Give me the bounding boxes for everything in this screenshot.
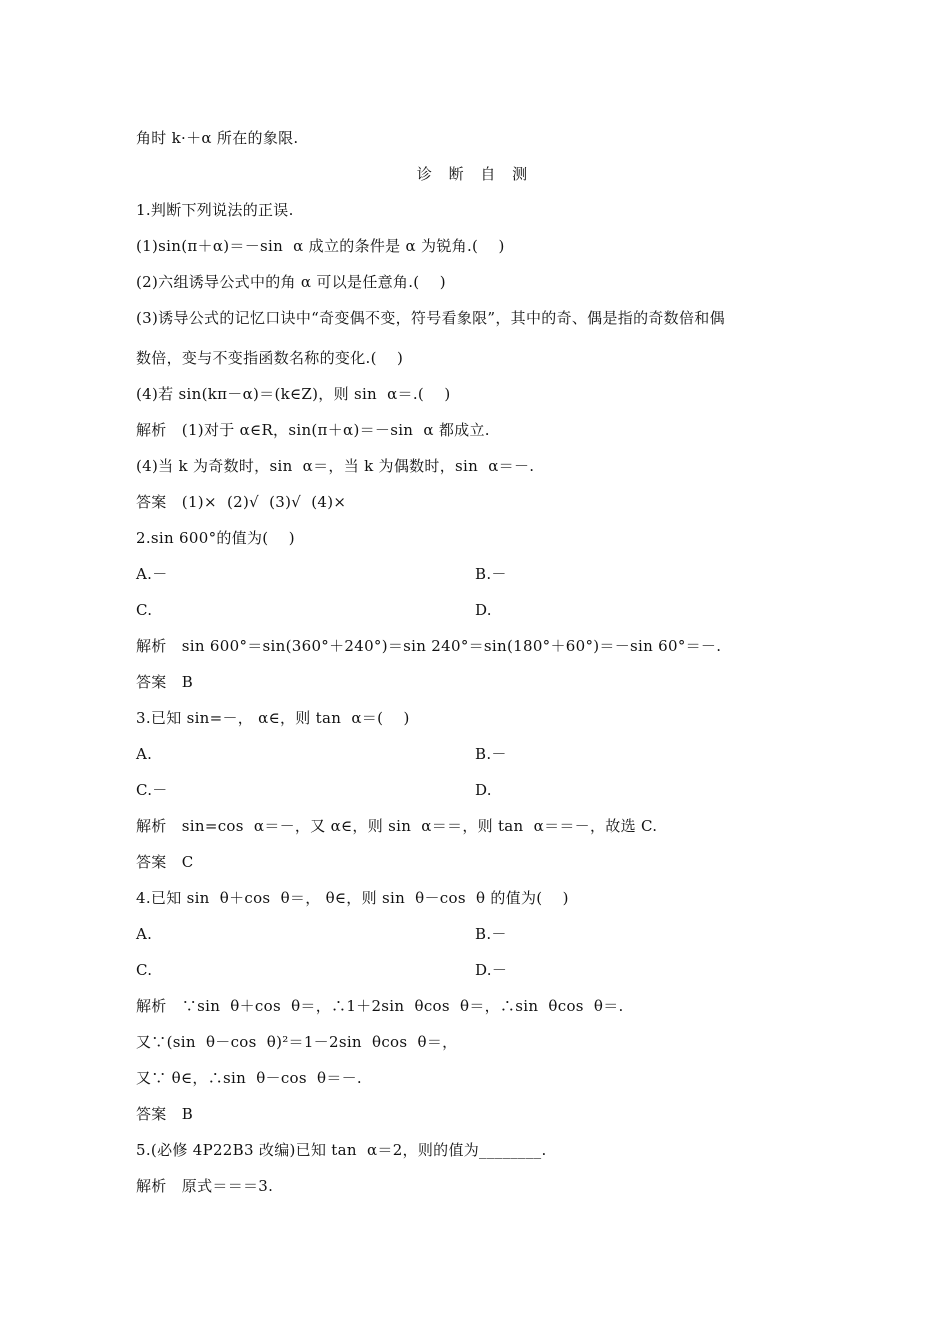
- question-1-item-3-cont: 数倍，变与不变指函数名称的变化.( ): [136, 349, 404, 367]
- analysis-line: 解析 ∵sin θ＋cos θ＝，∴1＋2sin θcos θ＝，∴sin θcos θ＝.: [136, 997, 624, 1015]
- option-d: D.－: [475, 961, 508, 979]
- option-d: D.: [475, 601, 492, 619]
- question-3-stem: 3.已知 sin=－， α∈，则 tan α＝( ): [136, 709, 410, 727]
- text-line: 角时 k·＋α 所在的象限.: [136, 129, 299, 147]
- analysis-line: 解析 sin 600°＝sin(360°＋240°)＝sin 240°＝sin(180°＋60°)＝－sin 60°＝－.: [136, 637, 722, 655]
- option-c: C.－: [136, 781, 168, 799]
- option-a: A.: [136, 745, 153, 763]
- option-b: B.－: [475, 745, 507, 763]
- question-4-stem: 4.已知 sin θ＋cos θ＝， θ∈，则 sin θ－cos θ 的值为( ): [136, 889, 569, 907]
- option-a: A.: [136, 925, 153, 943]
- option-b: B.－: [475, 925, 507, 943]
- analysis-line: 又∵ θ∈，∴sin θ－cos θ＝－.: [136, 1069, 362, 1087]
- answer-line: 答案 (1)× (2)√ (3)√ (4)×: [136, 493, 347, 511]
- question-1-item-4: (4)若 sin(kπ－α)＝(k∈Z)，则 sin α＝.( ): [136, 385, 451, 403]
- option-a: A.－: [136, 565, 168, 583]
- analysis-line: 解析 (1)对于 α∈R，sin(π＋α)＝－sin α 都成立.: [136, 421, 490, 439]
- question-1-stem: 1.判断下列说法的正误.: [136, 201, 294, 219]
- option-c: C.: [136, 601, 153, 619]
- question-2-stem: 2.sin 600°的值为( ): [136, 529, 295, 547]
- option-d: D.: [475, 781, 492, 799]
- section-title: 诊 断 自 测: [416, 165, 534, 183]
- answer-line: 答案 C: [136, 853, 194, 871]
- analysis-line: (4)当 k 为奇数时，sin α＝，当 k 为偶数时，sin α＝－.: [136, 457, 535, 475]
- analysis-line: 解析 sin=cos α＝－，又 α∈，则 sin α＝＝，则 tan α＝＝－，故选 C.: [136, 817, 658, 835]
- option-c: C.: [136, 961, 153, 979]
- analysis-line: 又∵(sin θ－cos θ)²＝1－2sin θcos θ＝，: [136, 1033, 458, 1051]
- question-1-item-2: (2)六组诱导公式中的角 α 可以是任意角.( ): [136, 273, 446, 291]
- option-b: B.－: [475, 565, 507, 583]
- answer-line: 答案 B: [136, 673, 194, 691]
- question-1-item-1: (1)sin(π＋α)＝－sin α 成立的条件是 α 为锐角.( ): [136, 237, 505, 255]
- question-1-item-3: (3)诱导公式的记忆口诀中“奇变偶不变，符号看象限”，其中的奇、偶是指的奇数倍和偶: [136, 309, 725, 327]
- analysis-line: 解析 原式＝＝＝3.: [136, 1177, 274, 1195]
- question-5-stem: 5.(必修 4P22B3 改编)已知 tan α＝2，则的值为________.: [136, 1141, 547, 1159]
- answer-line: 答案 B: [136, 1105, 194, 1123]
